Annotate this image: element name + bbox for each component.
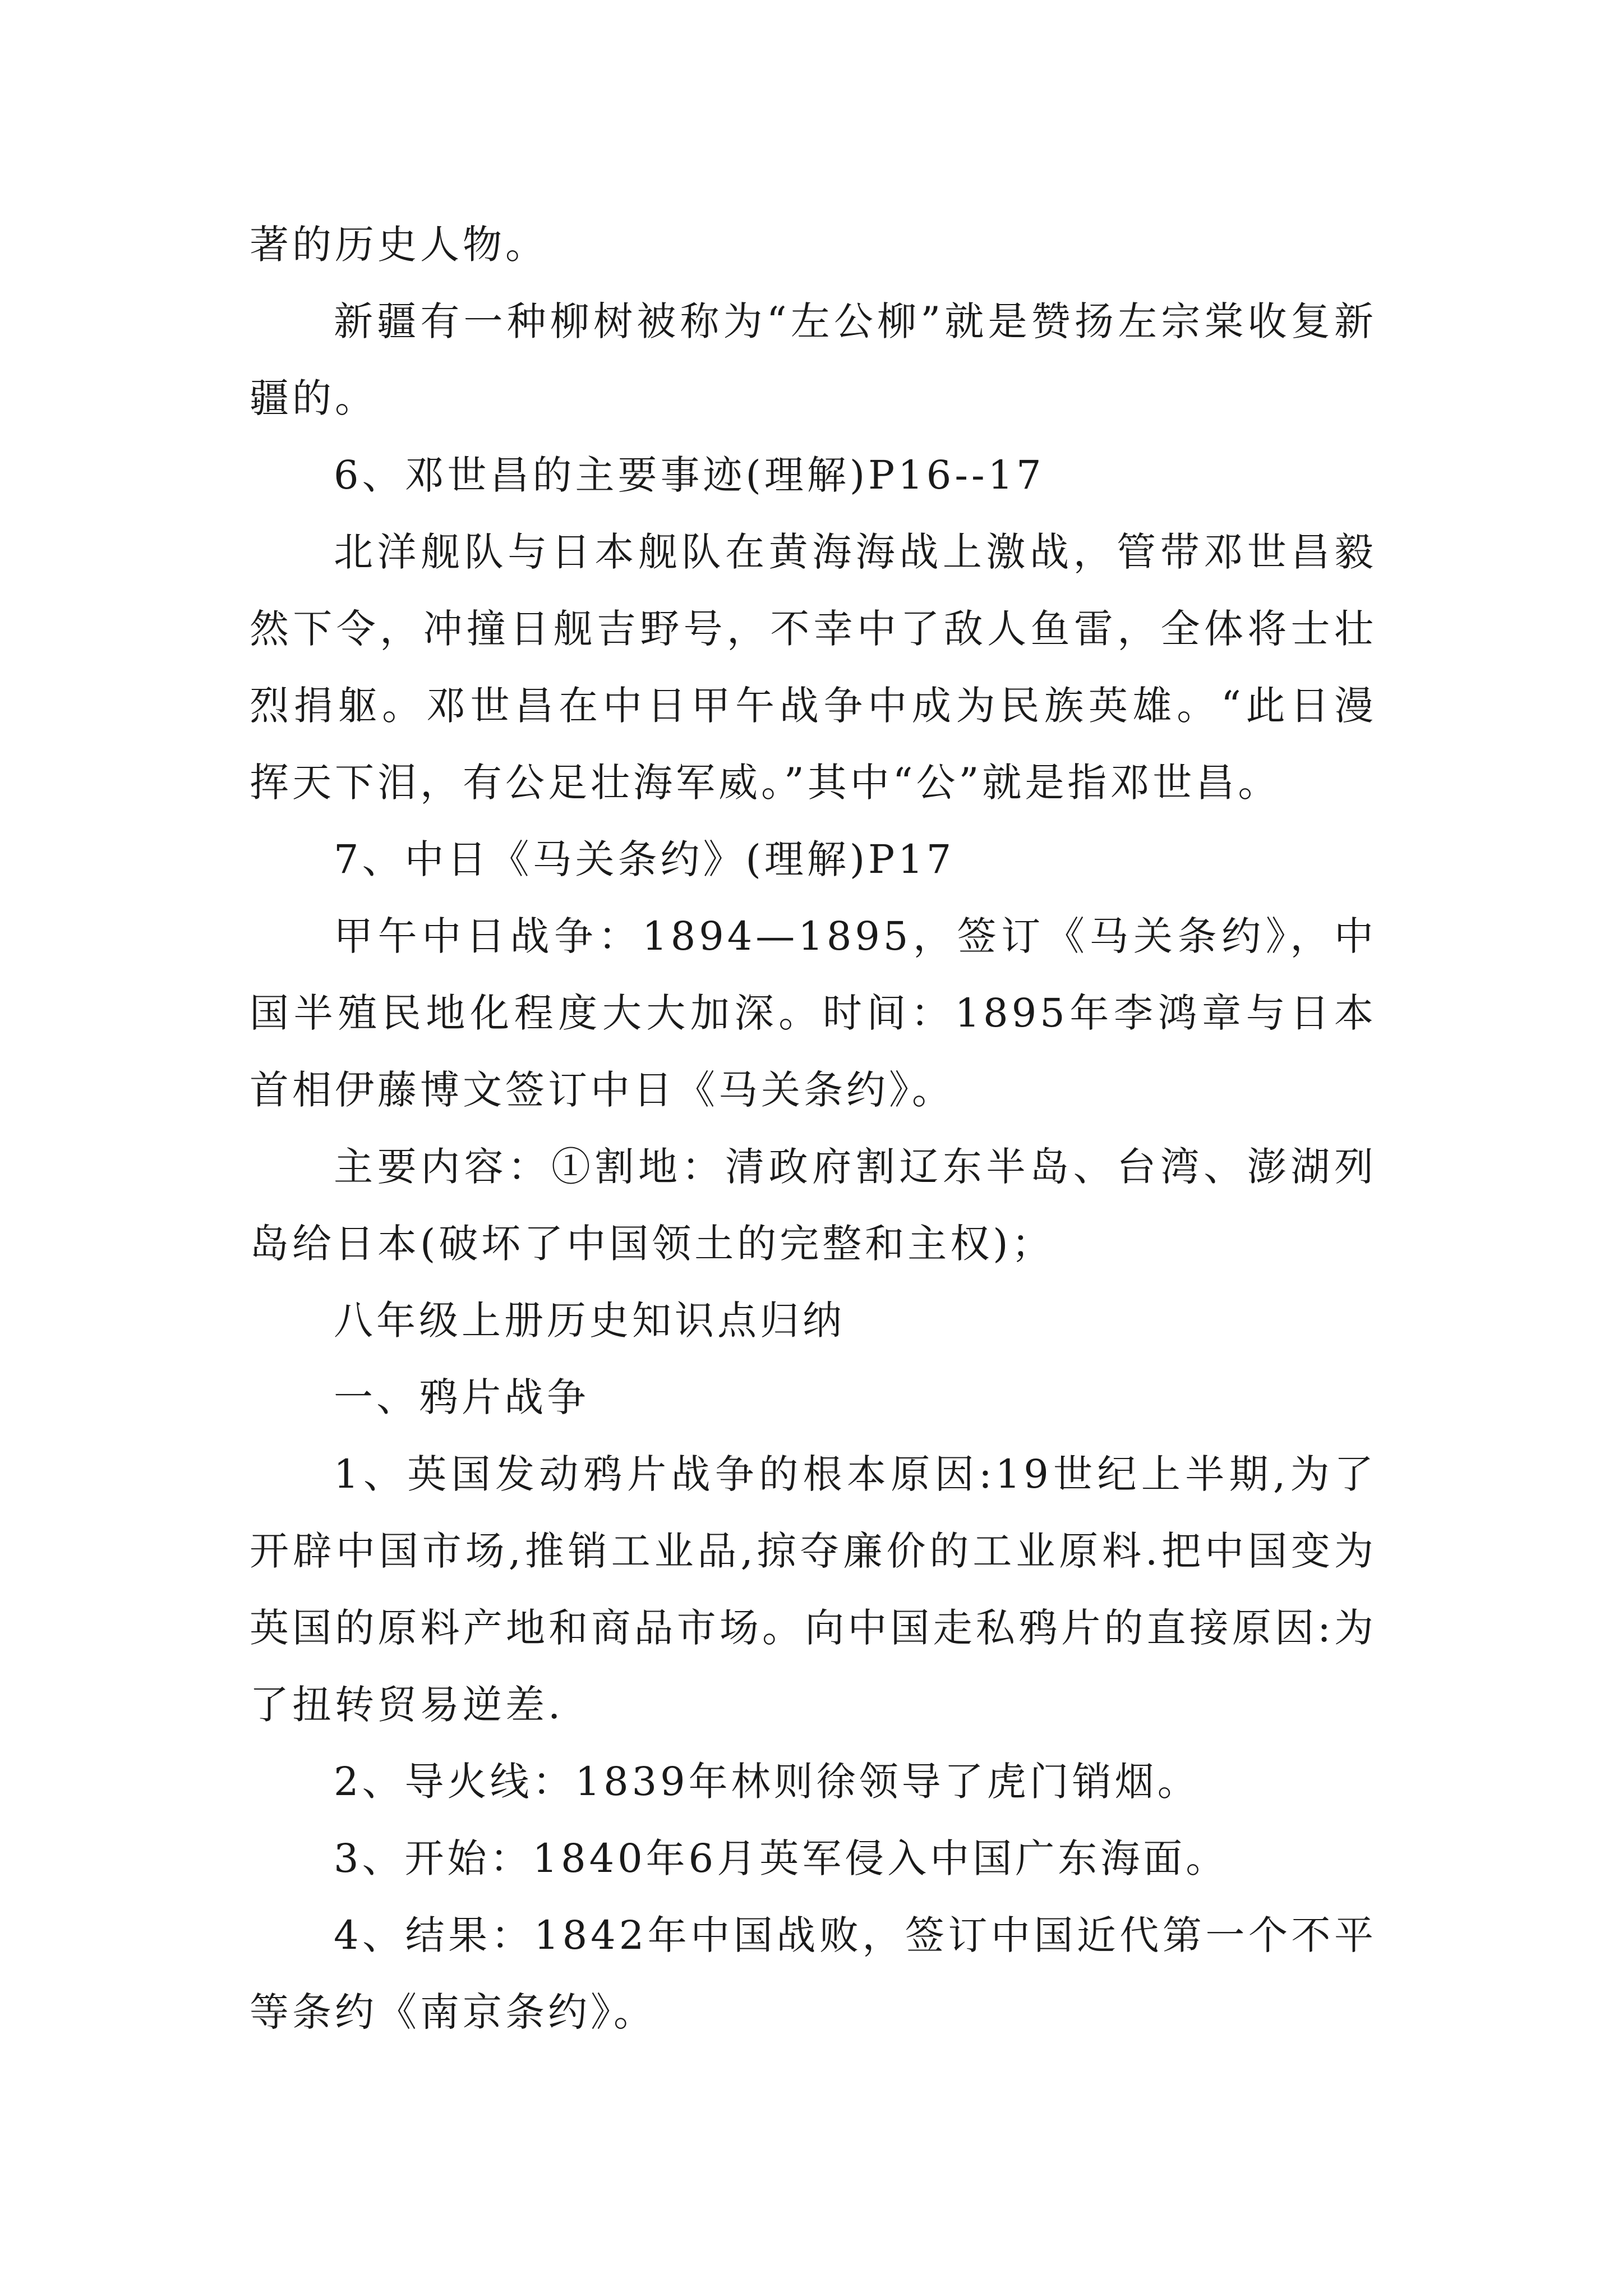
paragraph-1: 著的历史人物。 — [250, 222, 548, 268]
section-heading-7: 7、中日《马关条约》(理解)P17 — [334, 836, 955, 882]
paragraph-deng-shichang: 北洋舰队与日本舰队在黄海海战上激战，管带邓世昌毅然下令，冲撞日舰吉野号，不幸中了敌人鱼雷，全体将士壮烈捐躯。邓世昌在中日甲午战争中成为民族英雄。“此日漫挥天下泪，有公足壮海军威。”其中“公”就是指邓世昌。 — [250, 529, 1377, 806]
document-title: 八年级上册历史知识点归纳 — [334, 1297, 845, 1343]
section-heading-6: 6、邓世昌的主要事迹(理解)P16--17 — [334, 452, 1045, 498]
paragraph-treaty-content: 主要内容：①割地：清政府割辽东半岛、台湾、澎湖列岛给日本(破坏了中国领土的完整和主权)； — [250, 1144, 1377, 1267]
document-body — [250, 206, 1377, 2051]
paragraph-sino-japanese-war: 甲午中日战争：1894—1895，签订《马关条约》，中国半殖民地化程度大大加深。时间：1895年李鸿章与日本首相伊藤博文签订中日《马关条约》。 — [250, 913, 1377, 1113]
chapter-heading-opium-war: 一、鸦片战争 — [334, 1374, 589, 1420]
paragraph-point-3: 3、开始：1840年6月英军侵入中国广东海面。 — [334, 1835, 1229, 1881]
paragraph-point-4: 4、结果：1842年中国战败，签订中国近代第一个不平等条约《南京条约》。 — [250, 1912, 1377, 2035]
paragraph-point-2: 2、导火线：1839年林则徐领导了虎门销烟。 — [334, 1759, 1200, 1805]
paragraph-2: 新疆有一种柳树被称为“左公柳”就是赞扬左宗棠收复新疆的。 — [250, 298, 1377, 421]
paragraph-point-1: 1、英国发动鸦片战争的根本原因:19世纪上半期,为了开辟中国市场,推销工业品,掠夺廉价的工业原料.把中国变为英国的原料产地和商品市场。向中国走私鸦片的直接原因:为了扭转贸易逆差. — [250, 1451, 1377, 1728]
